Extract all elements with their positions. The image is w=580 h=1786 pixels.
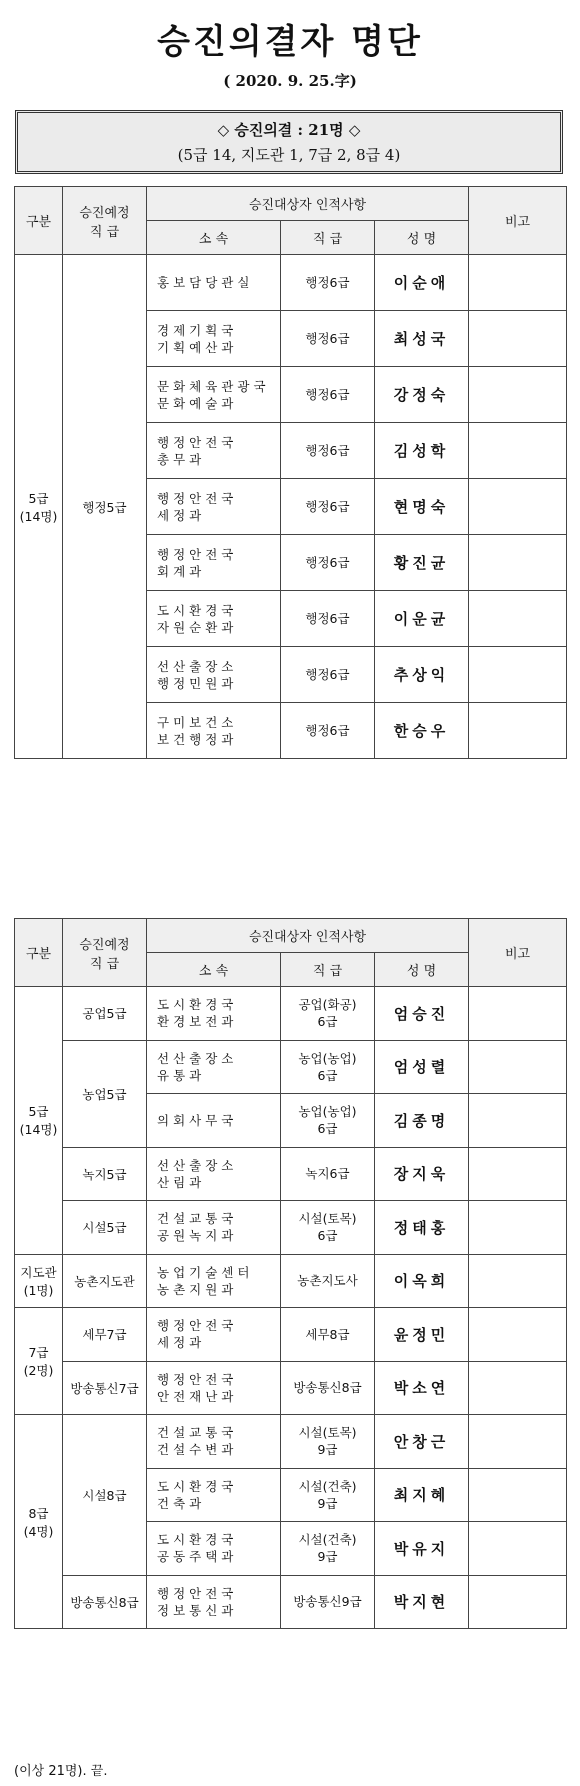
name-cell: 장지욱	[375, 1147, 469, 1201]
name-cell: 박유지	[375, 1522, 469, 1576]
dept-cell-line: 도시환경국	[157, 1532, 238, 1548]
header-target-rank-l1: 승진예정	[79, 937, 130, 953]
target-rank-cell: 녹지5급	[63, 1147, 147, 1201]
dept-cell	[147, 1147, 281, 1201]
name-cell: 이운균	[375, 591, 469, 647]
note-cell	[469, 311, 567, 367]
note-cell	[469, 1361, 567, 1415]
table-row	[15, 255, 567, 311]
dept-cell-line: 건설수변과	[157, 1442, 238, 1458]
rank-cell	[281, 987, 375, 1041]
dept-cell-line: 농촌지원과	[157, 1281, 238, 1297]
group-count: (4명)	[23, 1523, 54, 1539]
dept-cell-line: 행정안전국	[157, 546, 238, 562]
rank-cell-line: 6급	[317, 1014, 338, 1030]
dept-cell-line: 도시환경국	[157, 997, 238, 1013]
rank-cell	[281, 311, 375, 367]
name-cell: 정태홍	[375, 1201, 469, 1255]
rank-cell	[281, 1468, 375, 1522]
group-label: 8급	[28, 1505, 49, 1521]
name-cell: 강정숙	[375, 367, 469, 423]
dept-cell	[147, 1040, 281, 1094]
header-rank: 직 급	[281, 953, 375, 987]
header-name: 성 명	[375, 221, 469, 255]
rank-cell-line: 세무8급	[305, 1326, 350, 1342]
dept-cell	[147, 1575, 281, 1629]
target-rank-cell: 농촌지도관	[63, 1254, 147, 1308]
table-row	[15, 1254, 567, 1308]
note-cell	[469, 1468, 567, 1522]
note-cell	[469, 1415, 567, 1469]
dept-cell	[147, 311, 281, 367]
note-cell	[469, 647, 567, 703]
rank-cell-line: 행정6급	[305, 611, 350, 626]
rank-cell-line: 시설(건축)	[298, 1478, 357, 1494]
rank-cell	[281, 479, 375, 535]
dept-cell-line: 문화체육관광국	[157, 378, 270, 394]
dept-cell-line: 총무과	[157, 451, 206, 467]
table-row	[15, 1201, 567, 1255]
rank-cell	[281, 255, 375, 311]
dept-cell-line: 구미보건소	[157, 714, 238, 730]
dept-cell-line: 정보통신과	[157, 1602, 238, 1618]
table-row	[15, 987, 567, 1041]
dept-cell-line: 공원녹지과	[157, 1228, 238, 1244]
name-cell: 박지현	[375, 1575, 469, 1629]
note-cell	[469, 1094, 567, 1148]
header-rank: 직 급	[281, 221, 375, 255]
group-cell	[15, 1308, 63, 1415]
table-row	[15, 1147, 567, 1201]
header-name: 성 명	[375, 953, 469, 987]
name-cell: 이옥희	[375, 1254, 469, 1308]
dept-cell	[147, 367, 281, 423]
target-rank-cell: 농업5급	[63, 1040, 147, 1147]
rank-cell-line: 시설(토목)	[298, 1211, 357, 1227]
rank-cell-line: 공업(화공)	[298, 997, 357, 1013]
group-cell	[15, 255, 63, 759]
dept-cell	[147, 1522, 281, 1576]
summary-line-2: (5급 14, 지도관 1, 7급 2, 8급 4)	[177, 146, 401, 164]
note-cell	[469, 987, 567, 1041]
group-label: 지도관	[20, 1264, 57, 1280]
group-label: 7급	[28, 1345, 49, 1360]
rank-cell-line: 행정6급	[305, 723, 350, 738]
dept-cell-line: 의회사무국	[157, 1112, 238, 1128]
rank-cell-line: 녹지6급	[305, 1166, 350, 1182]
dept-cell-line: 행정안전국	[157, 1318, 238, 1334]
rank-cell-line: 6급	[317, 1228, 338, 1244]
dept-cell	[147, 1361, 281, 1415]
table-row	[15, 1415, 567, 1469]
dept-cell-line: 선산출장소	[157, 1050, 238, 1066]
header-target-rank-l1: 승진예정	[79, 205, 130, 221]
dept-cell-line: 행정안전국	[157, 490, 238, 506]
dept-cell-line: 세정과	[157, 507, 206, 523]
group-count: (14명)	[19, 508, 58, 524]
note-cell	[469, 1201, 567, 1255]
table-row	[15, 1575, 567, 1629]
rank-cell-line: 농촌지도사	[297, 1273, 358, 1289]
dept-cell-line: 행정안전국	[157, 434, 238, 450]
group-label: 5급	[28, 490, 49, 506]
rank-cell	[281, 1147, 375, 1201]
rank-cell-line: 행정6급	[305, 499, 350, 514]
rank-cell	[281, 703, 375, 759]
note-cell	[469, 1040, 567, 1094]
dept-cell	[147, 1201, 281, 1255]
target-rank-cell: 시설8급	[63, 1415, 147, 1576]
footer-note: (이상 21명). 끝.	[14, 1764, 108, 1779]
name-cell: 엄승진	[375, 987, 469, 1041]
header-info: 승진대상자 인적사항	[147, 187, 469, 221]
name-cell: 현명숙	[375, 479, 469, 535]
name-cell: 황진균	[375, 535, 469, 591]
rank-cell-line: 시설(건축)	[298, 1532, 357, 1548]
name-cell: 김성학	[375, 423, 469, 479]
target-rank-cell: 세무7급	[63, 1308, 147, 1362]
rank-cell	[281, 1522, 375, 1576]
summary-line-1: ◇ 승진의결 : 21명 ◇	[217, 121, 361, 139]
rank-cell-line: 행정6급	[305, 443, 350, 458]
rank-cell-line: 행정6급	[305, 555, 350, 570]
dept-cell	[147, 1415, 281, 1469]
header-target-rank	[63, 919, 147, 987]
table-row	[15, 1361, 567, 1415]
note-cell	[469, 1308, 567, 1362]
name-cell: 김종명	[375, 1094, 469, 1148]
name-cell: 최성국	[375, 311, 469, 367]
note-cell	[469, 1522, 567, 1576]
group-label: 5급	[28, 1104, 49, 1120]
note-cell	[469, 1575, 567, 1629]
dept-cell	[147, 423, 281, 479]
dept-cell	[147, 535, 281, 591]
dept-cell	[147, 479, 281, 535]
dept-cell-line: 자원순환과	[157, 619, 238, 635]
dept-cell-line: 경제기획국	[157, 322, 238, 338]
rank-cell	[281, 1308, 375, 1362]
name-cell: 안창근	[375, 1415, 469, 1469]
dept-cell-line: 유통과	[157, 1067, 206, 1083]
dept-cell-line: 회계과	[157, 563, 206, 579]
note-cell	[469, 423, 567, 479]
dept-cell	[147, 647, 281, 703]
rank-cell	[281, 1201, 375, 1255]
dept-cell	[147, 703, 281, 759]
dept-cell-line: 도시환경국	[157, 1478, 238, 1494]
target-rank-cell: 시설5급	[63, 1201, 147, 1255]
rank-cell	[281, 367, 375, 423]
rank-cell-line: 시설(토목)	[298, 1425, 357, 1441]
rank-cell	[281, 423, 375, 479]
group-count: (2명)	[23, 1363, 54, 1378]
header-target-rank	[63, 187, 147, 255]
header-target-rank-l2: 직 급	[89, 956, 120, 972]
page-title: 승진의결자 명단	[157, 22, 423, 62]
dept-cell-line: 건설교통국	[157, 1211, 238, 1227]
header-note: 비고	[469, 187, 567, 255]
note-cell	[469, 591, 567, 647]
header-note: 비고	[469, 919, 567, 987]
name-cell: 이순애	[375, 255, 469, 311]
dept-cell-line: 안전재난과	[157, 1388, 238, 1404]
rank-cell-line: 행정6급	[305, 275, 350, 290]
dept-cell	[147, 1308, 281, 1362]
dept-cell-line: 건설교통국	[157, 1425, 238, 1441]
dept-cell-line: 선산출장소	[157, 1157, 238, 1173]
header-target-rank-l2: 직 급	[89, 224, 120, 240]
header-dept: 소 속	[147, 953, 281, 987]
rank-cell	[281, 647, 375, 703]
rank-cell	[281, 1040, 375, 1094]
note-cell	[469, 479, 567, 535]
note-cell	[469, 1147, 567, 1201]
dept-cell	[147, 987, 281, 1041]
rank-cell-line: 6급	[317, 1067, 338, 1083]
dept-cell	[147, 1254, 281, 1308]
table-row	[15, 1040, 567, 1094]
rank-cell-line: 행정6급	[305, 667, 350, 682]
promotion-table-2	[14, 918, 567, 1629]
rank-cell-line: 9급	[317, 1442, 338, 1458]
group-count: (1명)	[23, 1282, 54, 1298]
dept-cell	[147, 1094, 281, 1148]
note-cell	[469, 535, 567, 591]
dept-cell-line: 행정민원과	[157, 675, 238, 691]
rank-cell-line: 농업(농업)	[298, 1050, 357, 1066]
dept-cell-line: 농업기술센터	[157, 1264, 254, 1280]
note-cell	[469, 703, 567, 759]
rank-cell	[281, 535, 375, 591]
summary-box	[15, 110, 563, 174]
rank-cell	[281, 1361, 375, 1415]
name-cell: 최지혜	[375, 1468, 469, 1522]
rank-cell	[281, 1415, 375, 1469]
rank-cell-line: 행정6급	[305, 387, 350, 402]
dept-cell-line: 환경보전과	[157, 1014, 238, 1030]
name-cell: 윤정민	[375, 1308, 469, 1362]
name-cell: 박소연	[375, 1361, 469, 1415]
dept-cell	[147, 255, 281, 311]
dept-cell-line: 보건행정과	[157, 731, 238, 747]
dept-cell-line: 공동주택과	[157, 1549, 238, 1565]
dept-cell-line: 건축과	[157, 1495, 206, 1511]
name-cell: 추상익	[375, 647, 469, 703]
group-cell	[15, 1254, 63, 1308]
name-cell: 한승우	[375, 703, 469, 759]
dept-cell-line: 도시환경국	[157, 602, 238, 618]
rank-cell-line: 방송통신8급	[293, 1380, 362, 1396]
rank-cell	[281, 1575, 375, 1629]
rank-cell-line: 방송통신9급	[293, 1594, 362, 1610]
group-count: (14명)	[19, 1122, 58, 1138]
document-date: ( 2020. 9. 25.字)	[223, 72, 357, 90]
target-rank-cell: 방송통신8급	[63, 1575, 147, 1629]
rank-cell	[281, 591, 375, 647]
dept-cell-line: 산림과	[157, 1174, 206, 1190]
header-dept: 소 속	[147, 221, 281, 255]
rank-cell-line: 6급	[317, 1121, 338, 1137]
dept-cell-line: 행정안전국	[157, 1585, 238, 1601]
dept-cell-line: 선산출장소	[157, 658, 238, 674]
group-cell	[15, 1415, 63, 1629]
promotion-table-1	[14, 186, 567, 759]
dept-cell-line: 세정과	[157, 1335, 206, 1351]
rank-cell	[281, 1094, 375, 1148]
group-cell	[15, 987, 63, 1255]
note-cell	[469, 367, 567, 423]
target-rank-cell: 행정5급	[63, 255, 147, 759]
dept-cell	[147, 1468, 281, 1522]
rank-cell-line: 9급	[317, 1549, 338, 1565]
note-cell	[469, 255, 567, 311]
target-rank-cell: 공업5급	[63, 987, 147, 1041]
dept-cell-line: 문화예술과	[157, 395, 238, 411]
dept-cell-line: 홍보담당관실	[157, 275, 254, 290]
rank-cell-line: 농업(농업)	[298, 1104, 357, 1120]
table-row	[15, 1308, 567, 1362]
rank-cell	[281, 1254, 375, 1308]
note-cell	[469, 1254, 567, 1308]
header-gubun: 구분	[15, 919, 63, 987]
target-rank-cell: 방송통신7급	[63, 1361, 147, 1415]
rank-cell-line: 9급	[317, 1495, 338, 1511]
header-gubun: 구분	[15, 187, 63, 255]
dept-cell-line: 기획예산과	[157, 339, 238, 355]
dept-cell-line: 행정안전국	[157, 1371, 238, 1387]
dept-cell	[147, 591, 281, 647]
name-cell: 엄성렬	[375, 1040, 469, 1094]
header-info: 승진대상자 인적사항	[147, 919, 469, 953]
rank-cell-line: 행정6급	[305, 331, 350, 346]
